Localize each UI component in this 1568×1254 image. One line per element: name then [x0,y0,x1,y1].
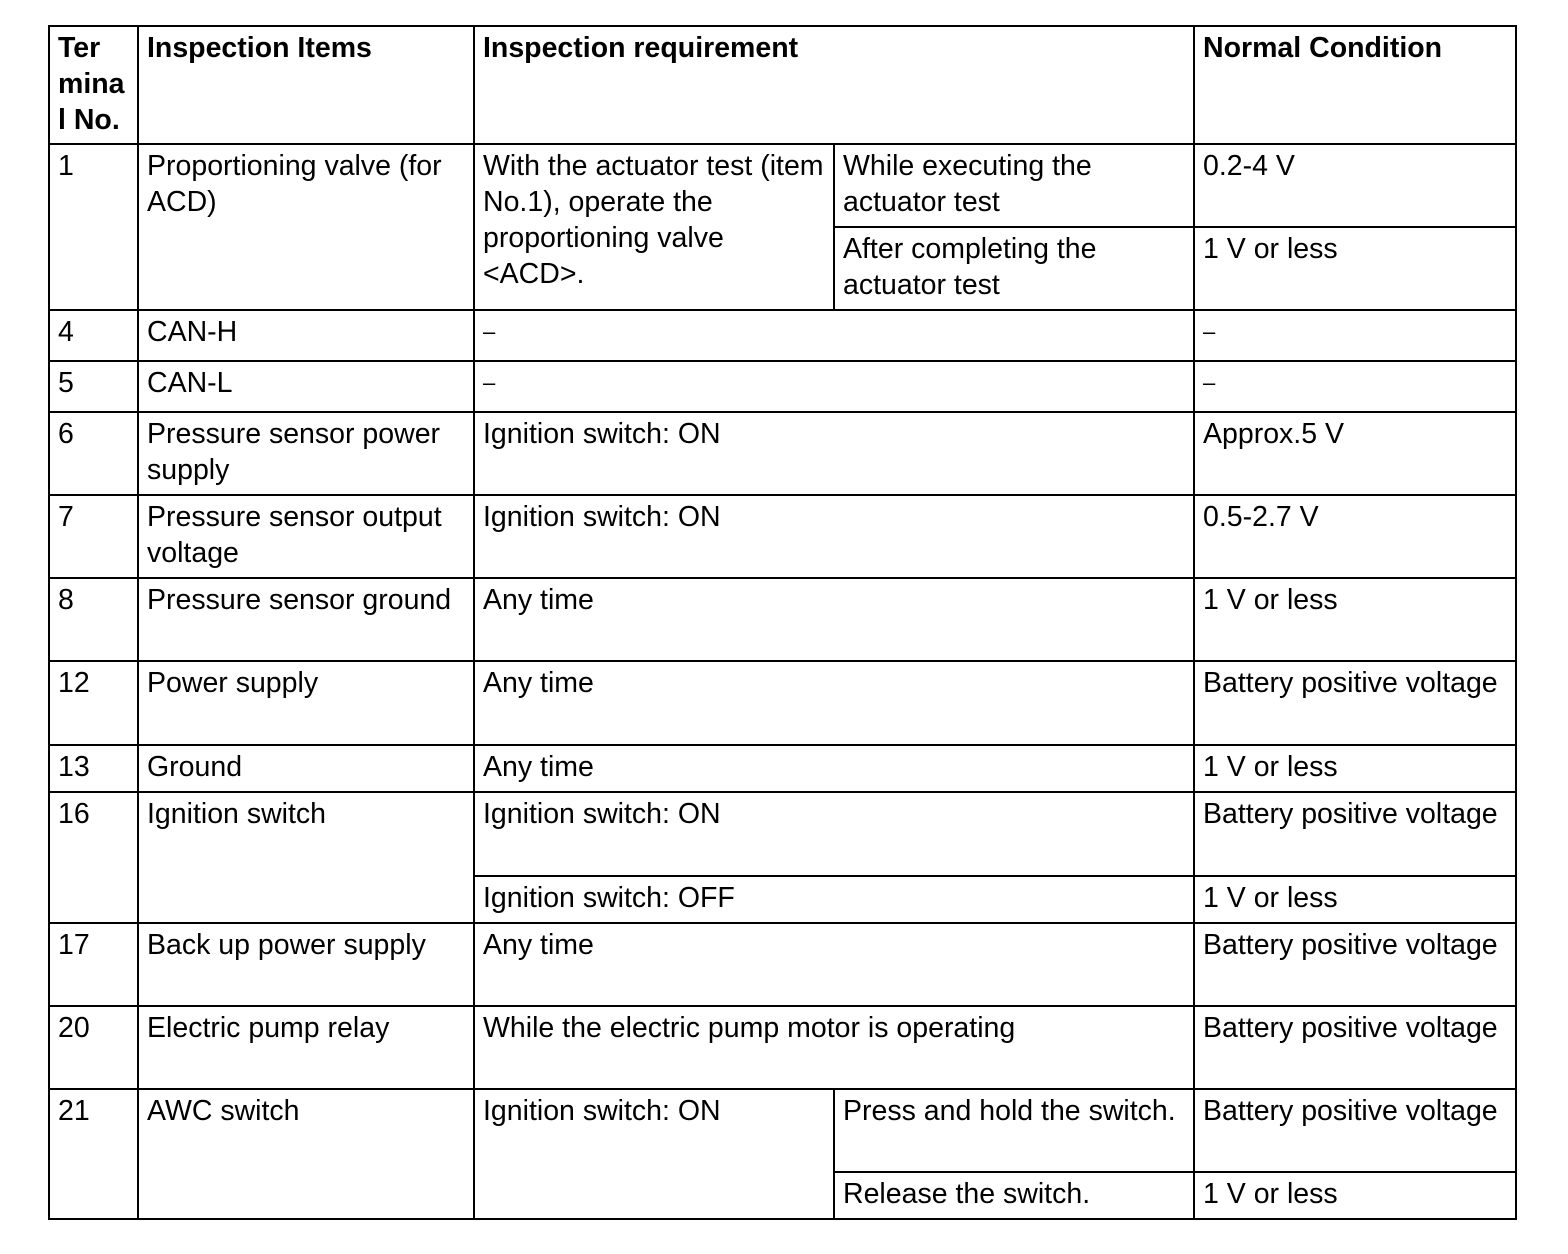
normal-cell: 0.2-4 V [1194,144,1516,227]
requirement-cell: With the actuator test (item No.1), operate the proportioning valve <ACD>. [474,144,834,310]
table-row [49,361,1516,412]
requirement-cell: Ignition switch: ON [474,412,1194,495]
header-normal-condition: Normal Condition [1194,26,1516,144]
terminal-cell: 6 [49,412,138,495]
requirement-cell: Any time [474,661,1194,745]
requirement-cell: Ignition switch: ON [474,792,1194,876]
requirement-cell: – [474,361,1194,412]
table-row [49,923,1516,1006]
normal-cell: Battery positive voltage [1194,792,1516,876]
table-row [49,1006,1516,1089]
table-row [49,792,1516,876]
normal-cell: 1 V or less [1194,745,1516,792]
condition-cell: After completing the actuator test [834,227,1194,310]
terminal-cell: 4 [49,310,138,361]
condition-cell: Press and hold the switch. [834,1089,1194,1172]
inspection-table [48,25,1517,1220]
header-inspection-items: Inspection Items [138,26,474,144]
item-cell: Pressure sensor ground [138,578,474,661]
item-cell: Proportioning valve (for ACD) [138,144,474,310]
normal-cell: – [1194,310,1516,361]
requirement-cell: Ignition switch: OFF [474,876,1194,923]
requirement-cell: Any time [474,923,1194,1006]
requirement-cell: Any time [474,578,1194,661]
terminal-cell: 13 [49,745,138,792]
item-cell: Pressure sensor output voltage [138,495,474,578]
table-row [49,412,1516,495]
header-row [49,26,1516,144]
item-cell: Ground [138,745,474,792]
requirement-cell: Any time [474,745,1194,792]
terminal-cell: 7 [49,495,138,578]
item-cell: AWC switch [138,1089,474,1219]
terminal-cell: 8 [49,578,138,661]
condition-cell: While executing the actuator test [834,144,1194,227]
item-cell: Electric pump relay [138,1006,474,1089]
item-cell: CAN-H [138,310,474,361]
normal-cell: 1 V or less [1194,876,1516,923]
item-cell: Power supply [138,661,474,745]
item-cell: Back up power supply [138,923,474,1006]
terminal-cell: 12 [49,661,138,745]
item-cell: Ignition switch [138,792,474,923]
terminal-cell: 21 [49,1089,138,1219]
normal-cell: Battery positive voltage [1194,661,1516,745]
requirement-cell: – [474,310,1194,361]
normal-cell: – [1194,361,1516,412]
normal-cell: Battery positive voltage [1194,1089,1516,1172]
normal-cell: 0.5-2.7 V [1194,495,1516,578]
table-row [49,578,1516,661]
table-row [49,661,1516,745]
condition-cell: Release the switch. [834,1172,1194,1219]
table-row [49,745,1516,792]
normal-cell: Battery positive voltage [1194,1006,1516,1089]
normal-cell: 1 V or less [1194,227,1516,310]
terminal-cell: 17 [49,923,138,1006]
terminal-cell: 16 [49,792,138,923]
table-row [49,1089,1516,1172]
terminal-cell: 5 [49,361,138,412]
header-inspection-requirement: Inspection requirement [474,26,1194,144]
table-row [49,144,1516,227]
requirement-cell: Ignition switch: ON [474,495,1194,578]
requirement-cell: While the electric pump motor is operating [474,1006,1194,1089]
table-row [49,310,1516,361]
terminal-cell: 20 [49,1006,138,1089]
header-terminal-no: Ter mina l No. [49,26,138,144]
normal-cell: Approx.5 V [1194,412,1516,495]
requirement-cell: Ignition switch: ON [474,1089,834,1219]
item-cell: Pressure sensor power supply [138,412,474,495]
terminal-cell: 1 [49,144,138,310]
normal-cell: 1 V or less [1194,1172,1516,1219]
normal-cell: 1 V or less [1194,578,1516,661]
normal-cell: Battery positive voltage [1194,923,1516,1006]
item-cell: CAN-L [138,361,474,412]
table-row [49,495,1516,578]
